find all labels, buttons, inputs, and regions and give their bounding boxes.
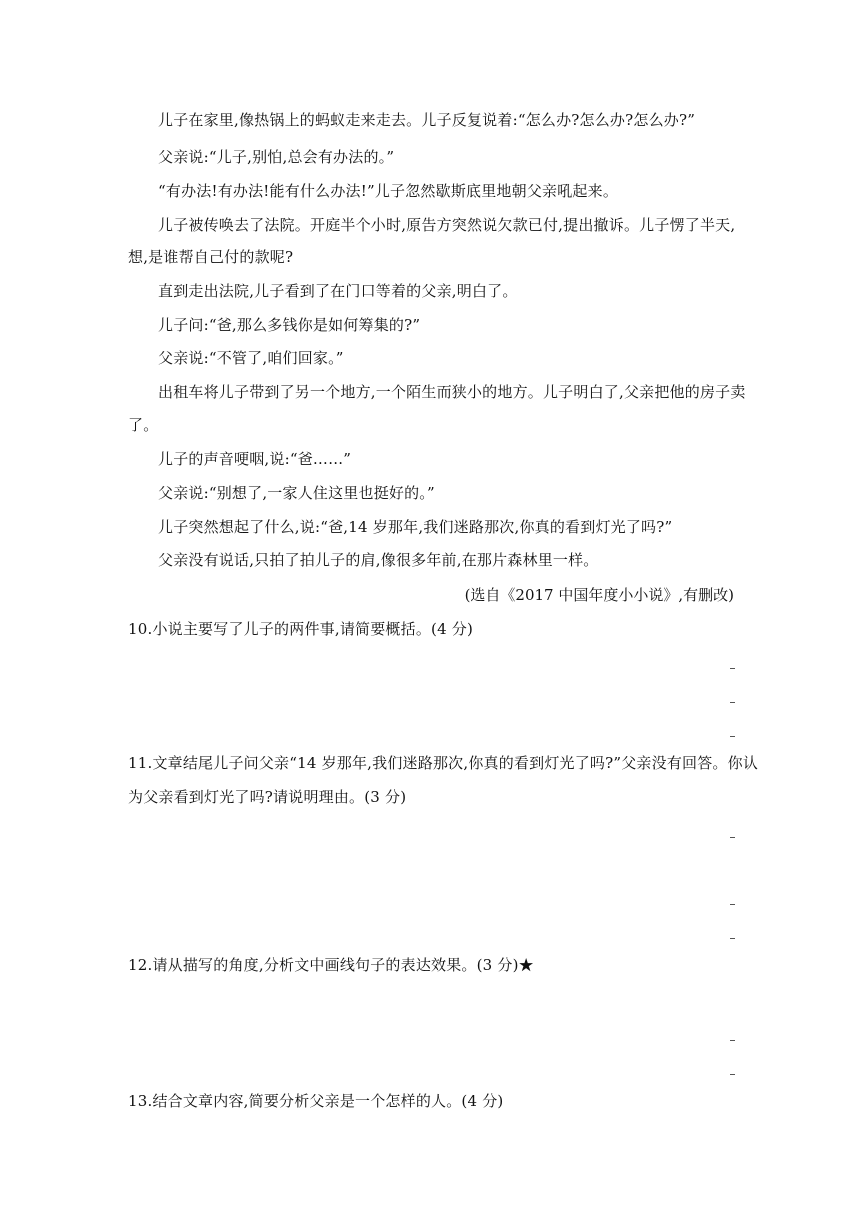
source-citation: (选自《2017 中国年度小小说》,有删改): [464, 586, 734, 604]
passage-paragraph: 父亲说:“别想了,一家人住这里也挺好的。”: [158, 484, 435, 502]
answer-line[interactable]: [730, 1074, 735, 1075]
answer-line[interactable]: [730, 904, 735, 905]
passage-paragraph: 儿子被传唤去了法院。开庭半个小时,原告方突然说欠款已付,提出撤诉。儿子愣了半天,: [158, 216, 736, 234]
passage-paragraph: 出租车将儿子带到了另一个地方,一个陌生而狭小的地方。儿子明白了,父亲把他的房子卖: [158, 383, 746, 401]
passage-paragraph-continuation: 想,是谁帮自己付的款呢?: [128, 248, 294, 266]
passage-paragraph: 父亲说:“儿子,别怕,总会有办法的。”: [158, 148, 395, 166]
passage-paragraph: 直到走出法院,儿子看到了在门口等着的父亲,明白了。: [158, 282, 518, 300]
answer-line[interactable]: [730, 702, 735, 703]
passage-paragraph: 儿子突然想起了什么,说:“爸,14 岁那年,我们迷路那次,你真的看到灯光了吗?”: [158, 518, 673, 536]
passage-paragraph-continuation: 了。: [128, 416, 159, 434]
passage-paragraph: 儿子在家里,像热锅上的蚂蚁走来走去。儿子反复说着:“怎么办?怎么办?怎么办?”: [158, 111, 696, 129]
question-13: 13.结合文章内容,简要分析父亲是一个怎样的人。(4 分): [128, 1092, 504, 1110]
passage-paragraph: 儿子问:“爸,那么多钱你是如何筹集的?”: [158, 316, 421, 334]
passage-paragraph: 儿子的声音哽咽,说:“爸……”: [158, 450, 352, 468]
answer-line[interactable]: [730, 837, 735, 838]
answer-line[interactable]: [730, 1040, 735, 1041]
answer-line[interactable]: [730, 668, 735, 669]
question-11-continuation: 为父亲看到灯光了吗?请说明理由。(3 分): [128, 788, 407, 806]
answer-line[interactable]: [730, 736, 735, 737]
question-12: 12.请从描写的角度,分析文中画线句子的表达效果。(3 分)★: [128, 956, 534, 974]
question-11: 11.文章结尾儿子问父亲“14 岁那年,我们迷路那次,你真的看到灯光了吗?”父亲没有回答。你认: [128, 754, 759, 772]
question-10: 10.小说主要写了儿子的两件事,请简要概括。(4 分): [128, 620, 474, 638]
passage-paragraph: “有办法!有办法!能有什么办法!”儿子忽然歇斯底里地朝父亲吼起来。: [158, 182, 619, 200]
passage-paragraph: 父亲没有说话,只拍了拍儿子的肩,像很多年前,在那片森林里一样。: [158, 551, 599, 569]
passage-paragraph: 父亲说:“不管了,咱们回家。”: [158, 349, 344, 367]
answer-line[interactable]: [730, 938, 735, 939]
